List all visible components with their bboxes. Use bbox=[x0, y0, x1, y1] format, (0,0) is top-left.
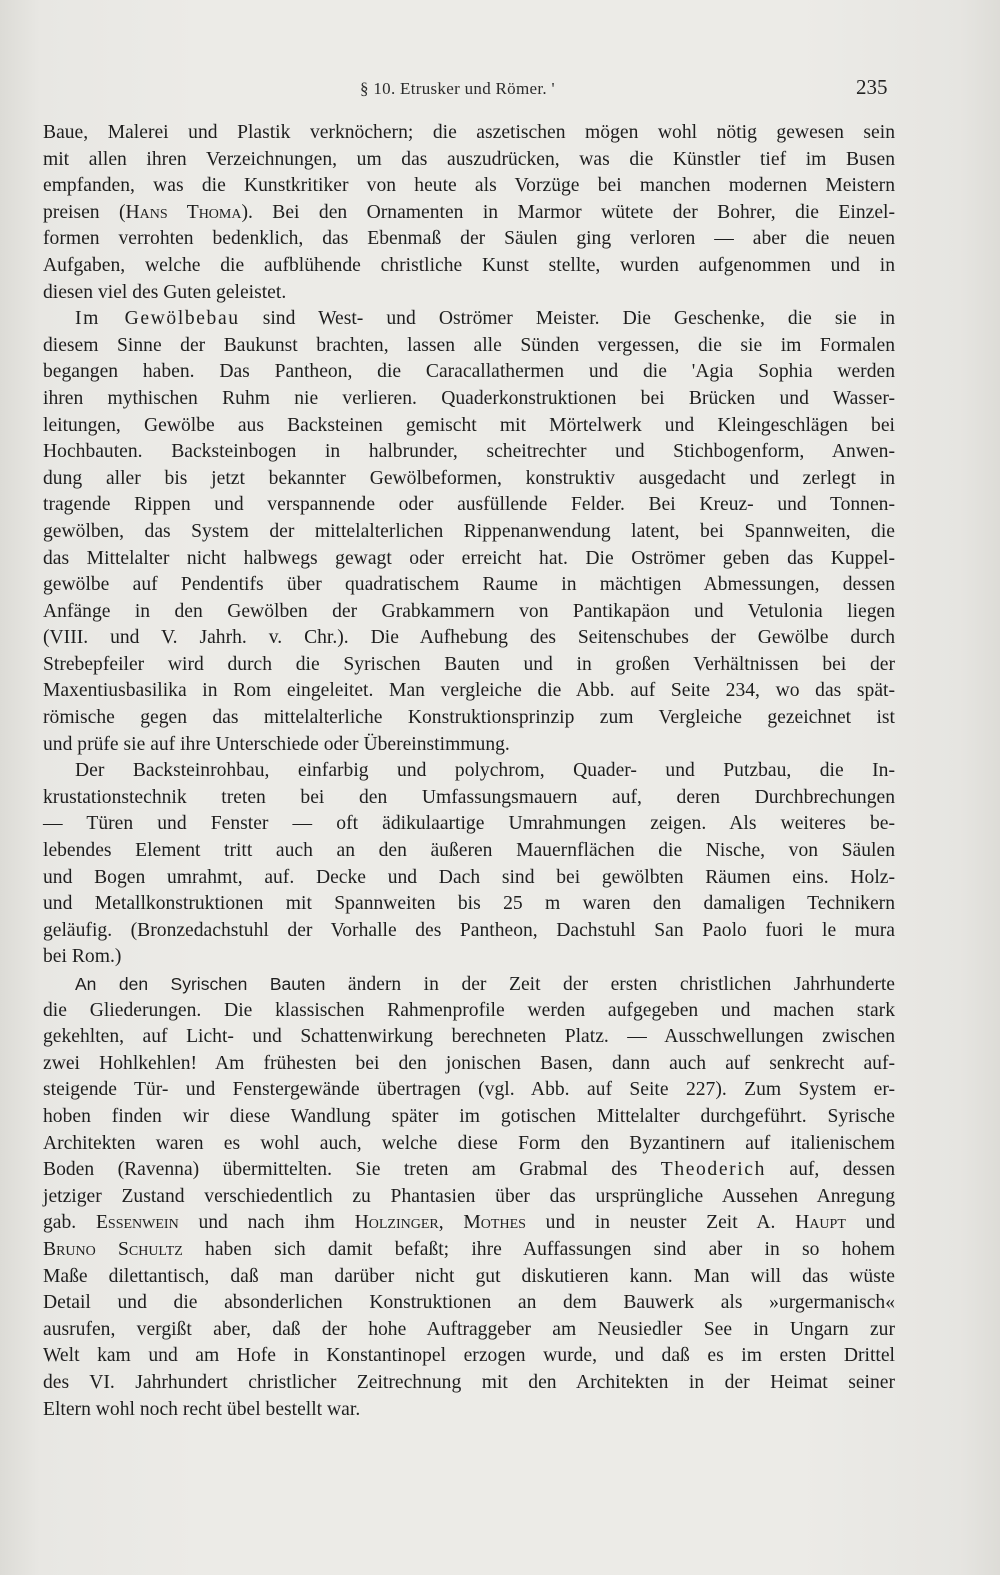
text-line: jetziger Zustand verschiedentlich zu Phantasien über das ursprüngliche Aussehen Anregung bbox=[43, 1185, 895, 1207]
text-segment: sind West- und Oströmer Meister. Die Geschenke, die sie in bbox=[239, 308, 895, 330]
spaced-term: Theoderich bbox=[660, 1159, 766, 1181]
text-line: Hochbauten. Backsteinbogen in halbrunder, scheitrechter und Stichbogenform, Anwen- bbox=[43, 441, 895, 463]
text-segment: und bbox=[845, 1212, 896, 1234]
text-line: steigende Tür- und Fenstergewände übertragen (vgl. Abb. auf Seite 227). Zum System er- bbox=[43, 1079, 895, 1101]
text-segment: ). Bei den Ornamenten in Marmor wütete der Bohrer, die Einzel- bbox=[241, 201, 895, 223]
text-line: Der Backsteinrohbau, einfarbig und polychrom, Quader- und Putzbau, die In- bbox=[75, 760, 895, 782]
text-line: Eltern wohl noch recht übel bestellt war. bbox=[43, 1398, 361, 1420]
text-line bbox=[43, 200, 895, 227]
text-segment: preisen ( bbox=[43, 201, 126, 223]
text-line: Anfänge in den Gewölben der Grabkammern von Pantikapäon und Vetulonia liegen bbox=[43, 600, 895, 622]
text-line: lebendes Element tritt auch an den äußeren Mauernflächen die Nische, von Säulen bbox=[43, 840, 895, 862]
text-line: formen verrohten bedenklich, das Ebenmaß der Säulen ging verloren — aber die neuen bbox=[43, 228, 895, 250]
text-line: diesen viel des Guten geleistet. bbox=[43, 281, 287, 303]
text-segment: auf, dessen bbox=[765, 1159, 895, 1181]
text-line: Maße dilettantisch, daß man darüber nicht gut diskutieren kann. Man will das wüste bbox=[43, 1265, 895, 1287]
text-line bbox=[43, 1210, 895, 1237]
text-line: mit allen ihren Verzeichnungen, um das auszudrücken, was die Künstler tief im Busen bbox=[43, 148, 895, 170]
page-number: 235 bbox=[856, 75, 888, 99]
page-header bbox=[0, 75, 1000, 105]
text-segment: und in neuster Zeit A. bbox=[525, 1212, 796, 1234]
text-line: Maxentiusbasilika in Rom eingeleitet. Man vergleiche die Abb. auf Seite 234, wo das spät- bbox=[43, 680, 895, 702]
text-line: und Bogen umrahmt, auf. Decke und Dach sind bei gewölbten Räumen eins. Holz- bbox=[43, 866, 895, 888]
text-segment: , bbox=[438, 1212, 464, 1234]
text-line: hoben finden wir diese Wandlung später im gotischen Mittelalter durchgeführt. Syrische bbox=[43, 1105, 895, 1127]
text-line: Aufgaben, welche die aufblühende christliche Kunst stellte, wurden aufgenommen und in bbox=[43, 254, 895, 276]
author-name: Mothes bbox=[463, 1212, 526, 1234]
text-line bbox=[43, 1157, 895, 1184]
text-line: geläufig. (Bronzedachstuhl der Vorhalle des Pantheon, Dachstuhl San Paolo fuori le mura bbox=[43, 919, 895, 941]
text-line: Baue, Malerei und Plastik verknöchern; die aszetischen mögen wohl nötig gewesen sein bbox=[43, 122, 895, 143]
section-lead-term: An den Syrischen Bauten bbox=[75, 974, 326, 994]
text-line: und Metallkonstruktionen mit Spannweiten bis 25 m waren den damaligen Technikern bbox=[43, 893, 895, 915]
text-line bbox=[43, 971, 895, 998]
text-line: die Gliederungen. Die klassischen Rahmenprofile werden aufgegeben und machen stark bbox=[43, 999, 895, 1021]
text-line: leitungen, Gewölbe aus Backsteinen gemischt mit Mörtelwerk und Kleingeschlägen bei bbox=[43, 414, 895, 436]
author-name: Haupt bbox=[795, 1212, 846, 1234]
text-line: römische gegen das mittelalterliche Konstruktionsprinzip zum Vergleiche gezeichnet ist bbox=[43, 707, 895, 729]
text-line bbox=[43, 306, 895, 333]
text-line: gekehlten, auf Licht- und Schattenwirkung berechneten Platz. — Ausschwellungen zwischen bbox=[43, 1026, 895, 1048]
text-line: Architekten waren es wohl auch, welche diese Form den Byzantinern auf italienischem bbox=[43, 1132, 895, 1154]
author-name: Holzinger bbox=[354, 1212, 439, 1234]
text-line: bei Rom.) bbox=[43, 946, 122, 968]
author-name: Essenwein bbox=[95, 1212, 179, 1234]
text-line: gewölbe auf Pendentifs über quadratischem Raume in mächtigen Abmessungen, dessen bbox=[43, 574, 895, 596]
body-text bbox=[43, 120, 895, 1423]
text-segment: und nach ihm bbox=[178, 1212, 355, 1234]
text-line: und prüfe sie auf ihre Unterschiede oder Übereinstimmung. bbox=[43, 733, 510, 755]
text-segment: ändern in der Zeit der ersten christlichen Jahrhunderte bbox=[325, 974, 895, 995]
text-line: dung aller bis jetzt bekannter Gewölbeformen, konstruktiv ausgedacht und zerlegt in bbox=[43, 467, 895, 489]
text-line: ihren mythischen Ruhm nie verlieren. Quaderkonstruktionen bei Brücken und Wasser- bbox=[43, 387, 895, 409]
text-line: Detail und die absonderlichen Konstruktionen an dem Bauwerk als »urgermanisch« bbox=[43, 1292, 895, 1314]
text-line: Welt kam und am Hofe in Konstantinopel erzogen wurde, und daß es im ersten Drittel bbox=[43, 1345, 895, 1367]
text-line bbox=[43, 1237, 895, 1264]
author-name: Hans Thoma bbox=[125, 201, 242, 223]
text-line: zwei Hohlkehlen! Am frühesten bei den jonischen Basen, dann auch auf senkrecht auf- bbox=[43, 1052, 895, 1074]
text-line: — Türen und Fenster — oft ädikulaartige Umrahmungen zeigen. Als weiteres be- bbox=[43, 813, 895, 835]
spaced-term: Im Gewölbebau bbox=[75, 308, 240, 330]
text-segment: Boden (Ravenna) übermittelten. Sie treten am Grabmal des bbox=[43, 1159, 661, 1181]
text-segment: gab. bbox=[43, 1212, 96, 1234]
text-line: ausrufen, vergißt aber, daß der hohe Auftraggeber am Neusiedler See in Ungarn zur bbox=[43, 1318, 895, 1340]
text-line: diesem Sinne der Baukunst brachten, lassen alle Sünden vergessen, die sie im Formalen bbox=[43, 334, 895, 356]
text-line: des VI. Jahrhundert christlicher Zeitrechnung mit den Architekten in der Heimat seiner bbox=[43, 1371, 895, 1393]
text-line: (VIII. und V. Jahrh. v. Chr.). Die Aufhebung des Seitenschubes der Gewölbe durch bbox=[43, 627, 895, 649]
text-line: das Mittelalter nicht halbwegs gewagt oder erreicht hat. Die Oströmer geben das Kuppel- bbox=[43, 547, 895, 569]
text-line: tragende Rippen und verspannende oder ausfüllende Felder. Bei Kreuz- und Tonnen- bbox=[43, 494, 895, 516]
text-line: Strebepfeiler wird durch die Syrischen Bauten und in großen Verhältnissen bei der bbox=[43, 653, 895, 675]
text-line: gewölben, das System der mittelalterlichen Rippenanwendung latent, bei Spannweiten, die bbox=[43, 520, 895, 542]
text-line: begangen haben. Das Pantheon, die Caracallathermen und die 'Agia Sophia werden bbox=[43, 361, 895, 383]
text-line: krustationstechnik treten bei den Umfassungsmauern auf, deren Durchbrechungen bbox=[43, 786, 895, 808]
author-name: Bruno Schultz bbox=[43, 1238, 183, 1260]
text-segment: haben sich damit befaßt; ihre Auffassungen sind aber in so hohem bbox=[182, 1238, 895, 1260]
running-head: § 10. Etrusker und Römer. ' bbox=[360, 79, 555, 98]
text-line: empfanden, was die Kunstkritiker von heute als Vorzüge bei manchen modernen Meistern bbox=[43, 175, 895, 197]
